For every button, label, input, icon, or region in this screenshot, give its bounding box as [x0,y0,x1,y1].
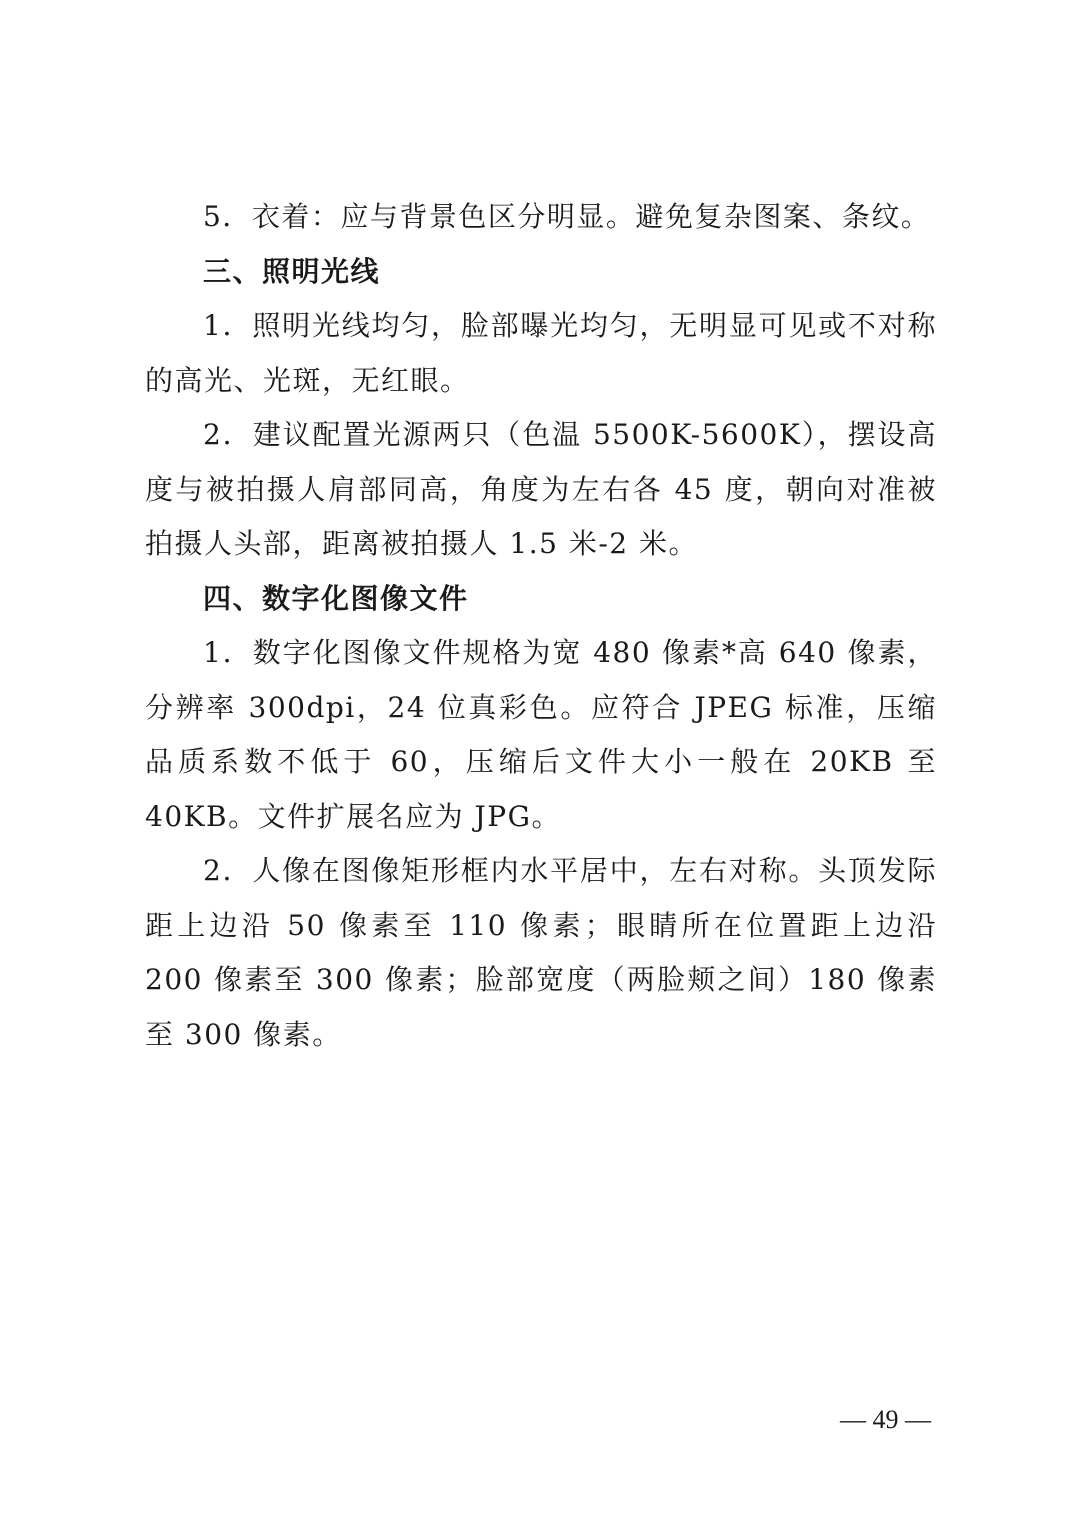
lighting-paragraph-1: 1．照明光线均匀，脸部曝光均匀，无明显可见或不对称的高光、光斑，无红眼。 [145,309,937,397]
page-number: — 49 — [840,1405,931,1434]
section-heading-digital-image: 四、数字化图像文件 [203,581,469,615]
digital-image-paragraph-2: 2．人像在图像矩形框内水平居中，左右对称。头顶发际距上边沿 50 像素至 110 像素；眼睛所在位置距上边沿 200 像素至 300 像素；脸部宽度（两脸颊之间）180 像素至 300 像素。 [145,854,937,1051]
digital-image-paragraph-1: 1．数字化图像文件规格为宽 480 像素*高 640 像素，分辨率 300dpi，24 位真彩色。应符合 JPEG 标准，压缩品质系数不低于 60，压缩后文件大小一般在 20KB 至 40KB。文件扩展名应为 JPG。 [145,636,937,833]
lighting-paragraph-2: 2．建议配置光源两只（色温 5500K-5600K），摆设高度与被拍摄人肩部同高，角度为左右各 45 度，朝向对准被拍摄人头部，距离被拍摄人 1.5 米-2 米。 [145,418,937,560]
clothing-paragraph: 5．衣着：应与背景色区分明显。避免复杂图案、条纹。 [203,200,931,233]
document-body [145,190,937,1062]
section-heading-lighting: 三、照明光线 [203,254,381,288]
